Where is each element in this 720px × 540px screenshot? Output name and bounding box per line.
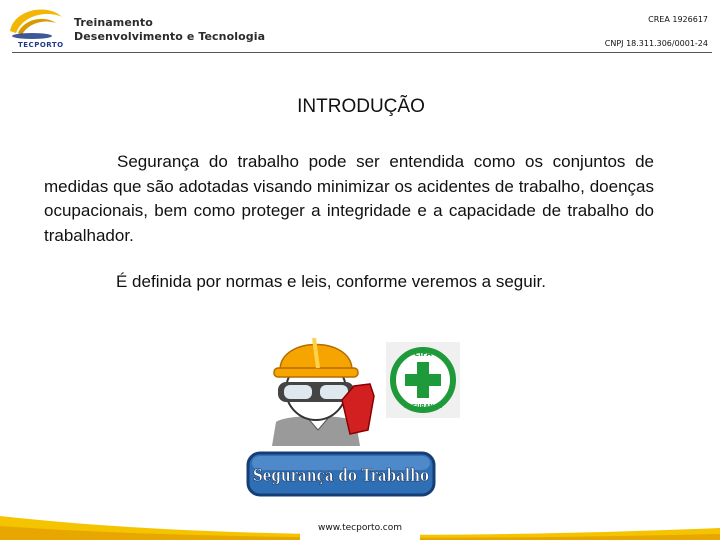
definition-text: É definida por normas e leis, conforme veremos a seguir. <box>116 272 546 291</box>
logo-wordmark: TECPORTO <box>18 41 64 49</box>
intro-paragraph: Segurança do trabalho pode ser entendida como os conjuntos de medidas que são adotadas visando minimizar os acidentes de trabalho, doenças ocupacionais, bem como proteger a integridade e a capacidade de trabalho do trabalhador. <box>44 152 654 245</box>
cipa-top-label: CIPA <box>414 350 432 358</box>
banner-text: Segurança do Trabalho <box>253 466 429 486</box>
safety-worker-illustration <box>258 330 378 446</box>
cnpj-registration: CNPJ 18.311.306/0001-24 <box>604 39 708 48</box>
brand-name-line2: Desenvolvimento e Tecnologia <box>74 30 266 43</box>
brand-name-line1: Treinamento <box>74 16 153 29</box>
seguranca-banner <box>246 450 436 498</box>
cipa-safety-badge <box>386 342 460 418</box>
header-divider <box>12 52 712 53</box>
crea-registration: CREA 1926617 <box>648 15 708 24</box>
company-logo <box>4 3 266 51</box>
cipa-bottom-label: SEGURANÇA <box>403 404 443 410</box>
slide-title: INTRODUÇÃO <box>297 96 425 117</box>
footer-website: www.tecporto.com <box>317 523 402 533</box>
